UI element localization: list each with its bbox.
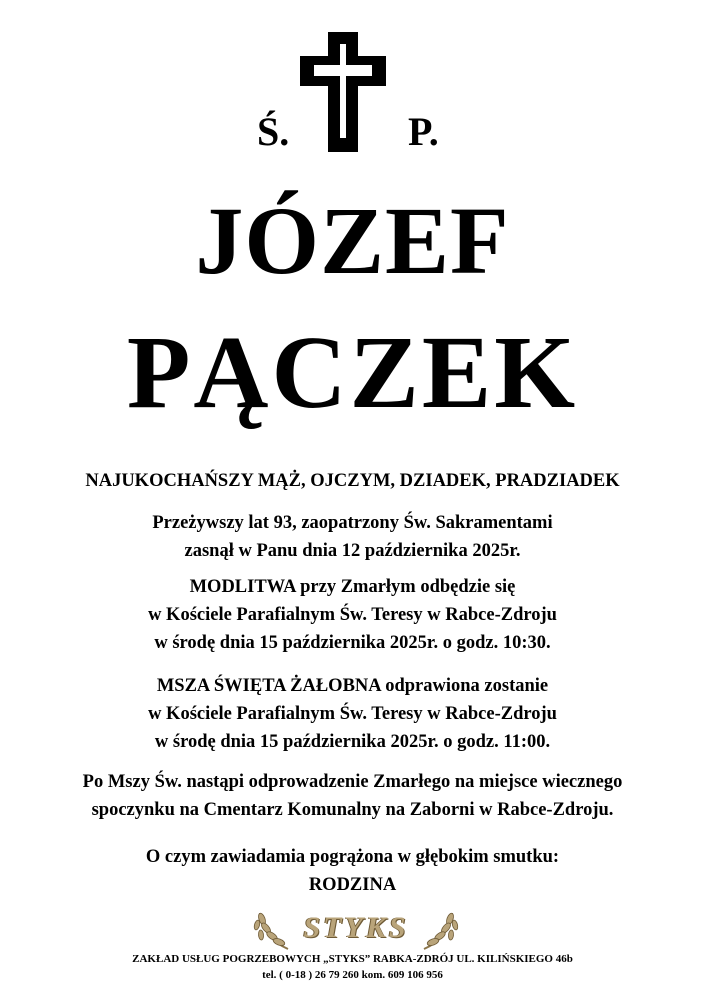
cross-icon	[300, 32, 386, 152]
death-notice-line-1: Przeżywszy lat 93, zaopatrzony Św. Sakramentami	[152, 513, 553, 533]
sp-left-letter: Ś.	[257, 109, 290, 154]
death-notice	[0, 509, 705, 565]
mass-line-3: w środę dnia 15 października 2025r. o godz. 11:00.	[154, 732, 551, 752]
mass-line-1	[0, 672, 705, 700]
family-signature: RODZINA	[308, 875, 397, 895]
deceased-first-name: JÓZEF	[195, 187, 510, 294]
prayer-notice	[0, 573, 705, 657]
mass-heading: MSZA ŚWIĘTA ŻAŁOBNA	[156, 676, 381, 696]
prayer-line-1	[0, 573, 705, 601]
mass-notice	[0, 672, 705, 756]
mass-line-2: w Kościele Parafialnym Św. Teresy w Rabce-Zdroju	[148, 704, 557, 724]
prayer-line-2: w Kościele Parafialnym Św. Teresy w Rabce-Zdroju	[148, 605, 557, 625]
burial-line-2: spoczynku na Cmentarz Komunalny na Zaborni w Rabce-Zdroju.	[91, 800, 614, 820]
prayer-line-1-text: przy Zmarłym odbędzie się	[295, 577, 516, 597]
deceased-last-name: PĄCZEK	[126, 315, 579, 430]
prayer-heading: MODLITWA	[189, 577, 296, 597]
burial-line-1: Po Mszy Św. nastąpi odprowadzenie Zmarłego na miejsce wiecznego	[82, 772, 623, 792]
sp-right-letter: P.	[408, 109, 439, 154]
prayer-line-3: w środę dnia 15 października 2025r. o godz. 10:30.	[154, 633, 551, 653]
death-notice-line-2: zasnął w Panu dnia 12 października 2025r.	[184, 541, 521, 561]
funeral-home-phone: tel. ( 0-18 ) 26 79 260 kom. 609 106 956	[262, 969, 443, 981]
relation-line: NAJUKOCHAŃSZY MĄŻ, OJCZYM, DZIADEK, PRADZIADEK	[85, 471, 620, 491]
styks-logo	[252, 905, 460, 953]
burial-notice	[0, 768, 705, 824]
styks-logo-text: STYKS	[303, 911, 409, 944]
funeral-home-address: ZAKŁAD USŁUG POGRZEBOWYCH „STYKS” RABKA-ZDRÓJ UL. KILIŃSKIEGO 46b	[132, 953, 573, 965]
mass-line-1-text: odprawiona zostanie	[380, 676, 549, 696]
laurel-right-icon	[420, 909, 460, 951]
closing-line: O czym zawiadamia pogrążona w głębokim smutku:	[145, 847, 560, 867]
closing-notice	[0, 843, 705, 899]
